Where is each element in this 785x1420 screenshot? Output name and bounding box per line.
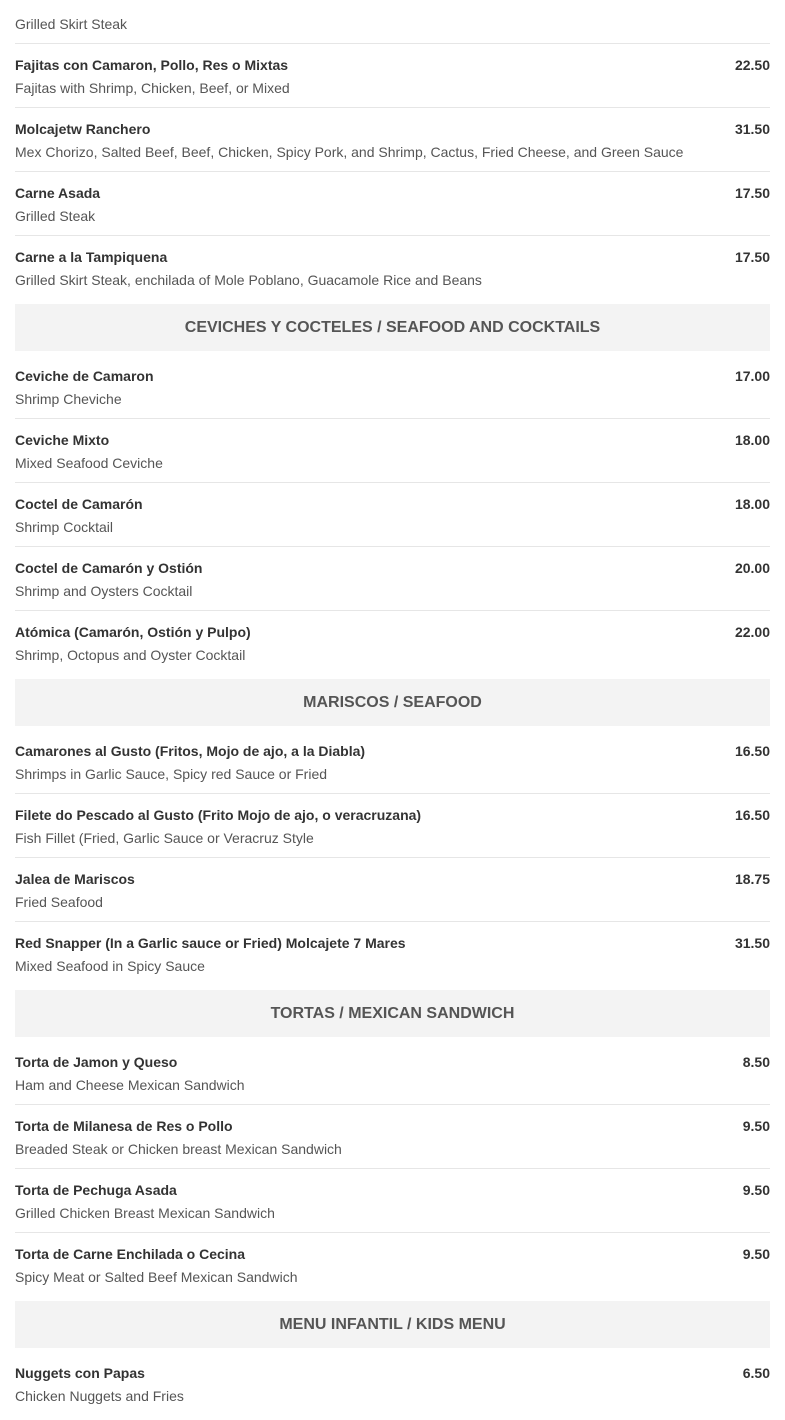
menu-item-name: Coctel de Camarón y Ostión [15,560,203,576]
section-header: CEVICHES Y COCTELES / SEAFOOD AND COCKTAILS [15,304,770,351]
menu-item-description: Fajitas with Shrimp, Chicken, Beef, or Mixed [15,80,290,96]
menu-item [15,1352,770,1420]
menu-item-name: Torta de Milanesa de Res o Pollo [15,1118,233,1134]
menu-item-price: 9.50 [742,1118,770,1134]
section-header: TORTAS / MEXICAN SANDWICH [15,990,770,1037]
menu-item-description: Mex Chorizo, Salted Beef, Beef, Chicken, Spicy Pork, and Shrimp, Cactus, Fried Cheese, and Green Sauce [15,144,684,160]
menu-item-description: Breaded Steak or Chicken breast Mexican Sandwich [15,1141,342,1157]
menu-item-description: Grilled Skirt Steak [15,16,128,32]
menu-item-name: Carne a la Tampiquena [15,249,168,265]
menu-item-price: 31.50 [734,121,770,137]
menu-item-price: 18.75 [734,871,770,887]
menu-item [15,108,770,172]
menu-item-price: 22.50 [734,57,770,73]
menu-item [15,1233,770,1301]
menu-item-price: 17.00 [734,368,770,384]
section-header: MARISCOS / SEAFOOD [15,679,770,726]
menu-item-price: 20.00 [734,560,770,576]
menu-item [15,922,770,990]
menu-item [15,0,770,44]
menu-item-price: 16.50 [734,807,770,823]
menu-item [15,355,770,419]
menu-item [15,611,770,679]
menu-item-description: Mixed Seafood Ceviche [15,455,163,471]
menu-item [15,483,770,547]
menu-item-name: Coctel de Camarón [15,496,143,512]
menu-item [15,1169,770,1233]
menu-item-description: Shrimp Cheviche [15,391,122,407]
menu-item-price: 6.50 [742,1365,770,1381]
menu-item-name: Camarones al Gusto (Fritos, Mojo de ajo, a la Diabla) [15,743,366,759]
menu-item-name: Molcajetw Ranchero [15,121,151,137]
menu-item-description: Fried Seafood [15,894,103,910]
menu-item [15,172,770,236]
menu-item-name: Carne Asada [15,185,101,201]
menu-item [15,547,770,611]
menu-item-description: Grilled Steak [15,208,96,224]
menu-item-price: 22.00 [734,624,770,640]
menu-item [15,794,770,858]
menu-item-name: Jalea de Mariscos [15,871,135,887]
menu-item-price: 17.50 [734,185,770,201]
menu-item-name: Ceviche de Camaron [15,368,154,384]
menu-item [15,1041,770,1105]
menu-item-description: Shrimp Cocktail [15,519,114,535]
menu-item-description: Mixed Seafood in Spicy Sauce [15,958,205,974]
menu-item [15,1105,770,1169]
menu-item-name: Filete do Pescado al Gusto (Frito Mojo de ajo, o veracruzana) [15,807,422,823]
menu-item-name: Atómica (Camarón, Ostión y Pulpo) [15,624,251,640]
menu-item-description: Chicken Nuggets and Fries [15,1388,184,1404]
menu-item-description: Shrimp, Octopus and Oyster Cocktail [15,647,246,663]
menu-item-description: Shrimp and Oysters Cocktail [15,583,193,599]
menu-item-price: 8.50 [742,1054,770,1070]
menu-item-price: 9.50 [742,1182,770,1198]
menu-item [15,730,770,794]
menu-item-description: Grilled Skirt Steak, enchilada of Mole Poblano, Guacamole Rice and Beans [15,272,482,288]
menu-item-name: Fajitas con Camaron, Pollo, Res o Mixtas [15,57,289,73]
section-header: MENU INFANTIL / KIDS MENU [15,1301,770,1348]
menu-item-name: Ceviche Mixto [15,432,110,448]
menu-item [15,419,770,483]
menu-item-price: 18.00 [734,432,770,448]
menu-item-name: Torta de Jamon y Queso [15,1054,178,1070]
menu-item-price: 9.50 [742,1246,770,1262]
menu-item-price: 17.50 [734,249,770,265]
menu-item-name: Red Snapper (In a Garlic sauce or Fried) Molcajete 7 Mares [15,935,406,951]
menu-item-description: Grilled Chicken Breast Mexican Sandwich [15,1205,275,1221]
menu-item-price: 16.50 [734,743,770,759]
menu-item-name: Torta de Pechuga Asada [15,1182,177,1198]
menu-item-description: Ham and Cheese Mexican Sandwich [15,1077,245,1093]
menu-item-name: Nuggets con Papas [15,1365,145,1381]
menu-item-price: 31.50 [734,935,770,951]
menu-item [15,44,770,108]
menu-item-name: Torta de Carne Enchilada o Cecina [15,1246,246,1262]
menu-item [15,858,770,922]
menu-item-description: Fish Fillet (Fried, Garlic Sauce or Veracruz Style [15,830,314,846]
menu-item-description: Shrimps in Garlic Sauce, Spicy red Sauce or Fried [15,766,328,782]
menu-list [15,0,770,1420]
menu-item-description: Spicy Meat or Salted Beef Mexican Sandwich [15,1269,298,1285]
menu-item [15,236,770,304]
menu-item-price: 18.00 [734,496,770,512]
